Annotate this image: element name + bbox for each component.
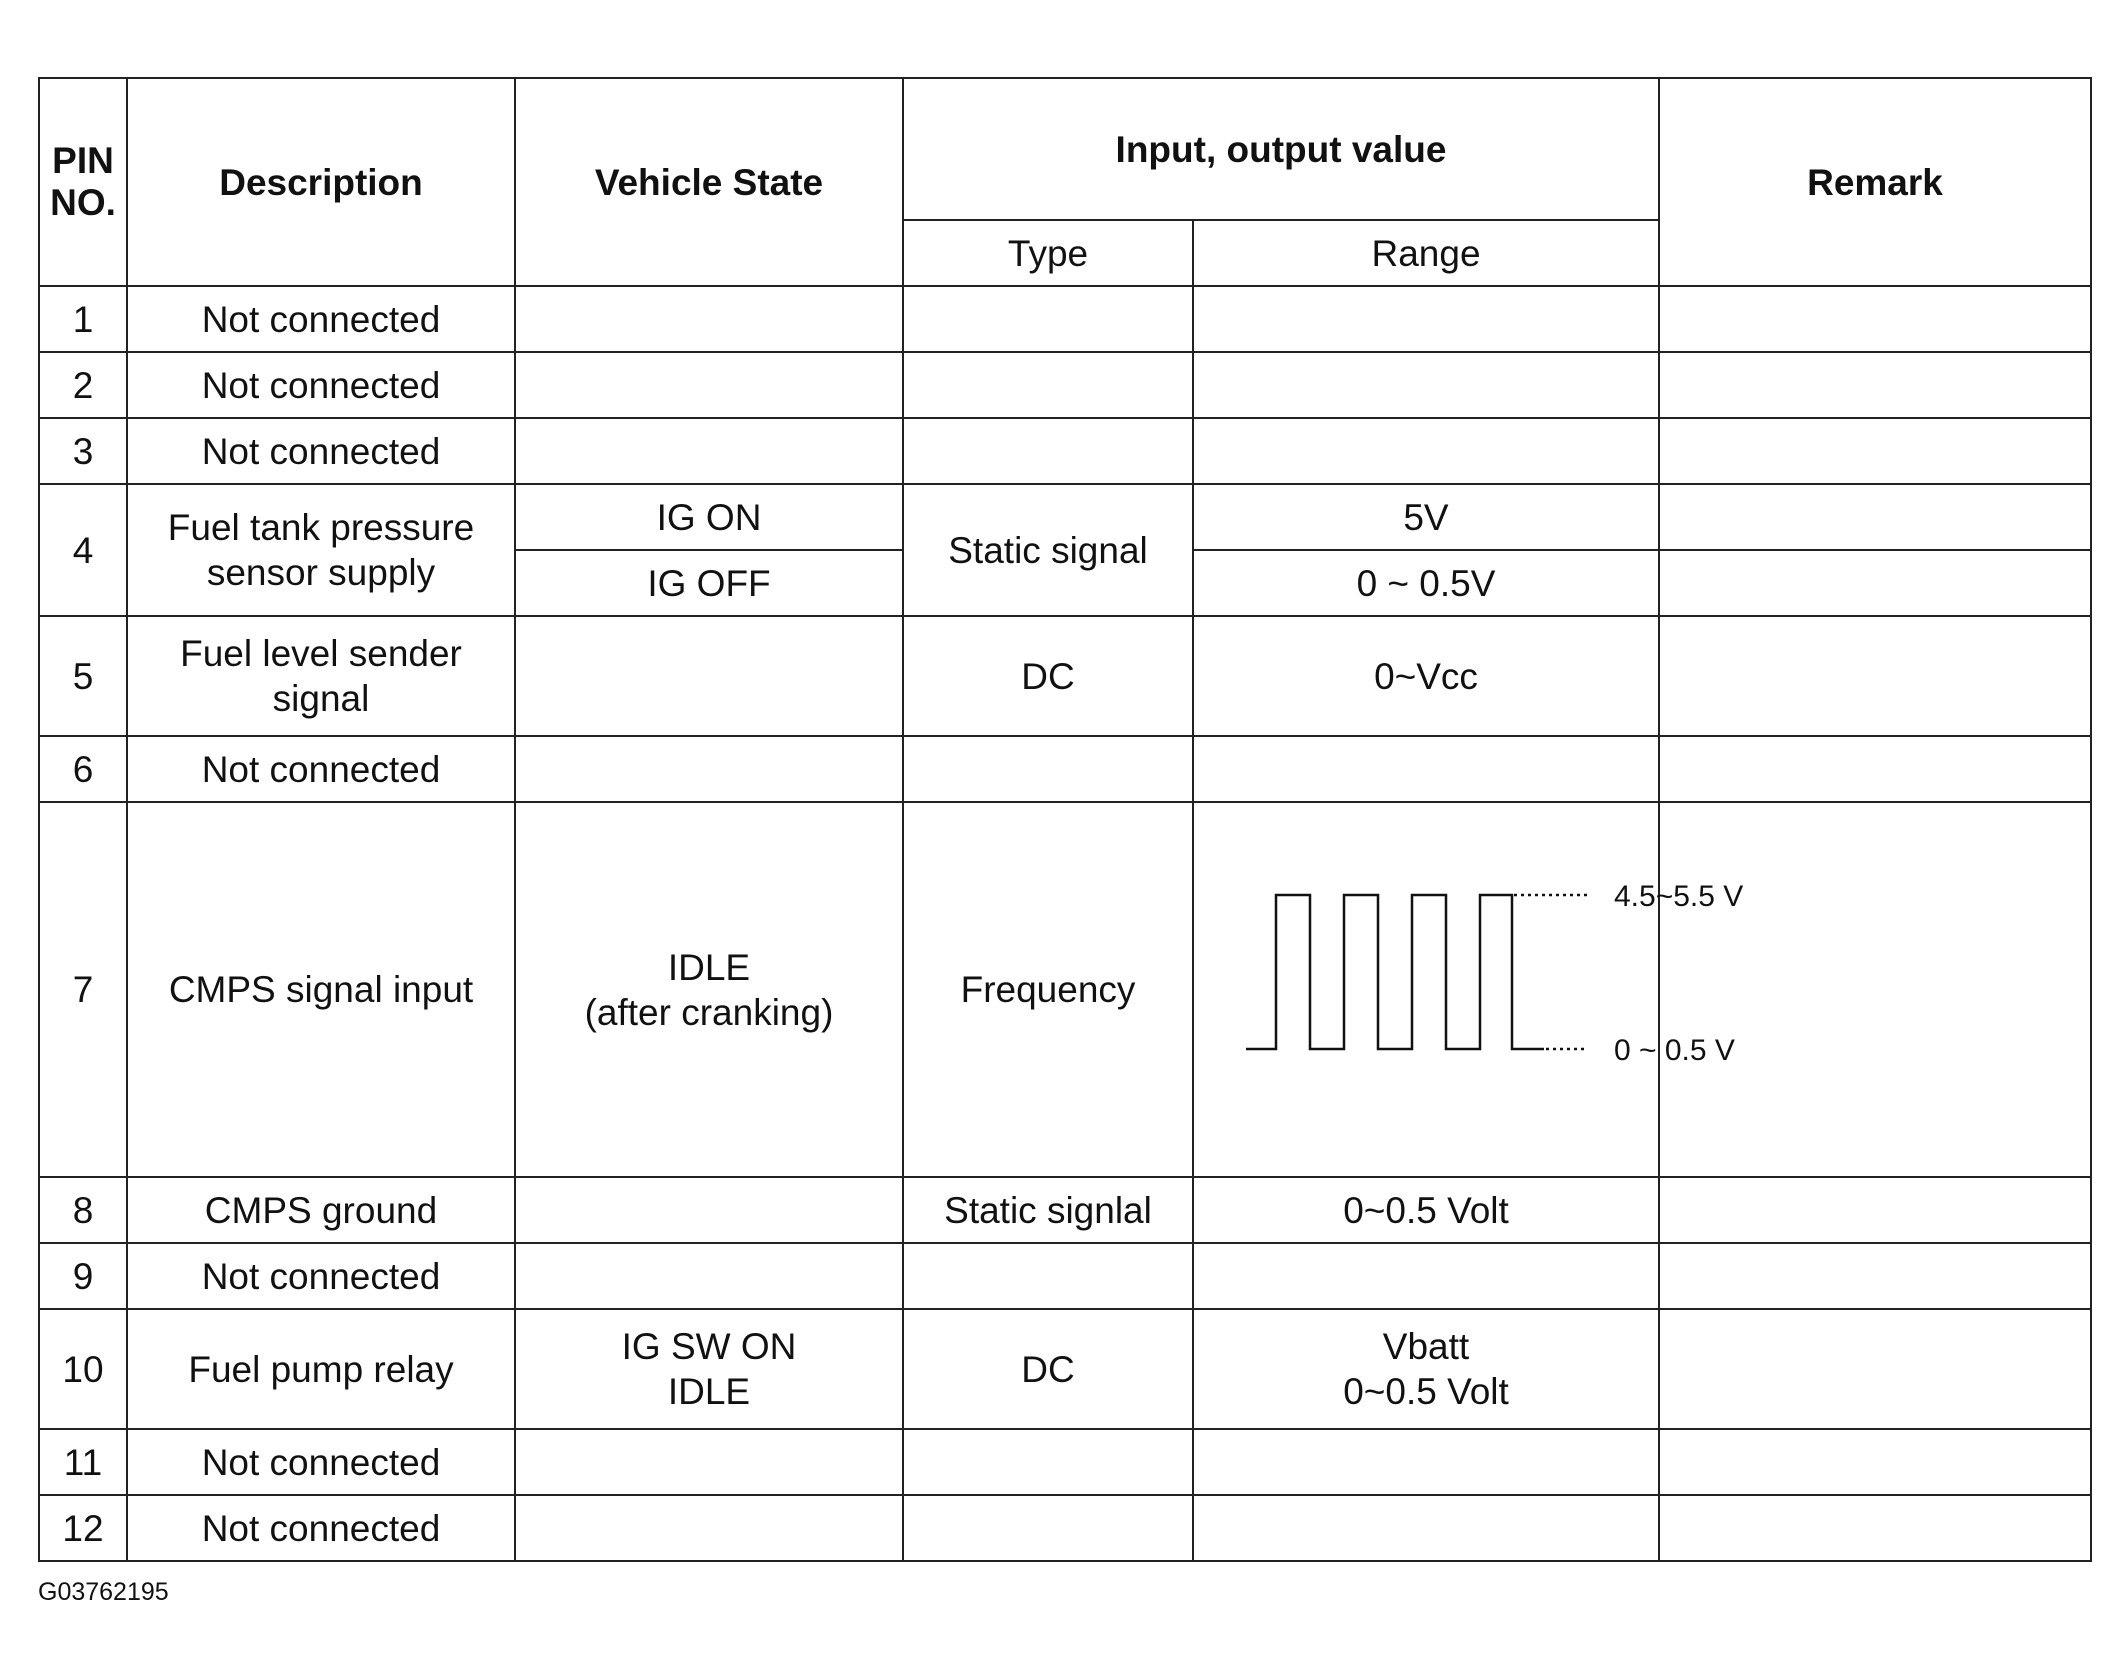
header-type: Type — [903, 220, 1193, 286]
header-vehicle-state: Vehicle State — [515, 78, 903, 286]
remark — [1659, 550, 2091, 616]
pin-description: Fuel tank pressure sensor supply — [127, 484, 515, 616]
pin-number: 7 — [39, 802, 127, 1177]
table-row — [39, 1177, 2091, 1243]
pin-description: CMPS signal input — [127, 802, 515, 1177]
vehicle-state — [515, 616, 903, 736]
signal-type: Static signlal — [903, 1177, 1193, 1243]
remark — [1659, 352, 2091, 418]
pin-number: 1 — [39, 286, 127, 352]
pin-description: Fuel level sender signal — [127, 616, 515, 736]
pin-number: 8 — [39, 1177, 127, 1243]
vehicle-state — [515, 352, 903, 418]
header-range: Range — [1193, 220, 1659, 286]
signal-range — [1193, 1495, 1659, 1561]
signal-range: 5V — [1193, 484, 1659, 550]
pin-description: Not connected — [127, 1243, 515, 1309]
high-level-label: 4.5~5.5 V — [1614, 880, 1744, 913]
header-io-value: Input, output value — [903, 78, 1659, 220]
remark — [1659, 1243, 2091, 1309]
pin-description: Not connected — [127, 736, 515, 802]
remark — [1659, 484, 2091, 550]
table-row — [39, 1243, 2091, 1309]
signal-type — [903, 1243, 1193, 1309]
table-row — [39, 286, 2091, 352]
signal-type: DC — [903, 616, 1193, 736]
vehicle-state: IG SW ON IDLE — [515, 1309, 903, 1429]
signal-range — [1193, 352, 1659, 418]
pin-description: Not connected — [127, 286, 515, 352]
vehicle-state: IDLE (after cranking) — [515, 802, 903, 1177]
signal-type — [903, 736, 1193, 802]
signal-range: 0~Vcc — [1193, 616, 1659, 736]
signal-type: Static signal — [903, 484, 1193, 616]
signal-range — [1193, 1243, 1659, 1309]
pin-description: Fuel pump relay — [127, 1309, 515, 1429]
pin-number: 9 — [39, 1243, 127, 1309]
signal-range — [1193, 736, 1659, 802]
remark — [1659, 736, 2091, 802]
pin-description: Not connected — [127, 418, 515, 484]
table-row — [39, 418, 2091, 484]
remark — [1659, 616, 2091, 736]
pin-description: Not connected — [127, 352, 515, 418]
signal-type — [903, 418, 1193, 484]
vehicle-state — [515, 418, 903, 484]
header-pin-no: PIN NO. — [39, 78, 127, 286]
vehicle-state — [515, 1495, 903, 1561]
pin-number: 4 — [39, 484, 127, 616]
vehicle-state — [515, 286, 903, 352]
table-row — [39, 1309, 2091, 1429]
table-row — [39, 352, 2091, 418]
pin-number: 5 — [39, 616, 127, 736]
pin-table — [38, 77, 2092, 1562]
header-description: Description — [127, 78, 515, 286]
signal-type: Frequency — [903, 802, 1193, 1177]
vehicle-state — [515, 1177, 903, 1243]
signal-range — [1193, 286, 1659, 352]
signal-range — [1193, 1429, 1659, 1495]
signal-range: Vbatt 0~0.5 Volt — [1193, 1309, 1659, 1429]
square-wave-diagram — [1194, 803, 1744, 1178]
pin-number: 10 — [39, 1309, 127, 1429]
header-row — [39, 78, 2091, 220]
signal-type — [903, 286, 1193, 352]
pin-description: Not connected — [127, 1495, 515, 1561]
table-row — [39, 802, 2091, 1177]
vehicle-state: IG OFF — [515, 550, 903, 616]
square-wave-line — [1246, 895, 1544, 1049]
pin-number: 6 — [39, 736, 127, 802]
remark — [1659, 1429, 2091, 1495]
pin-number: 3 — [39, 418, 127, 484]
remark — [1659, 286, 2091, 352]
pin-number: 2 — [39, 352, 127, 418]
pin-description: CMPS ground — [127, 1177, 515, 1243]
remark — [1659, 802, 2091, 1177]
vehicle-state — [515, 1429, 903, 1495]
table-row — [39, 736, 2091, 802]
signal-range — [1193, 802, 1744, 1177]
table-row — [39, 484, 2091, 550]
remark — [1659, 1495, 2091, 1561]
signal-range — [1193, 418, 1659, 484]
table-row — [39, 1495, 2091, 1561]
signal-range: 0~0.5 Volt — [1193, 1177, 1659, 1243]
signal-type — [903, 352, 1193, 418]
table-row — [39, 616, 2091, 736]
vehicle-state — [515, 1243, 903, 1309]
remark — [1659, 1309, 2091, 1429]
table-row — [39, 1429, 2091, 1495]
remark — [1659, 418, 2091, 484]
pin-number: 11 — [39, 1429, 127, 1495]
vehicle-state: IG ON — [515, 484, 903, 550]
figure-id: G03762195 — [38, 1578, 169, 1606]
header-remark: Remark — [1659, 78, 2091, 286]
remark — [1659, 1177, 2091, 1243]
signal-type — [903, 1429, 1193, 1495]
signal-range: 0 ~ 0.5V — [1193, 550, 1659, 616]
low-level-label: 0 ~ 0.5 V — [1614, 1034, 1735, 1067]
pin-description: Not connected — [127, 1429, 515, 1495]
signal-type — [903, 1495, 1193, 1561]
signal-type: DC — [903, 1309, 1193, 1429]
pin-number: 12 — [39, 1495, 127, 1561]
vehicle-state — [515, 736, 903, 802]
